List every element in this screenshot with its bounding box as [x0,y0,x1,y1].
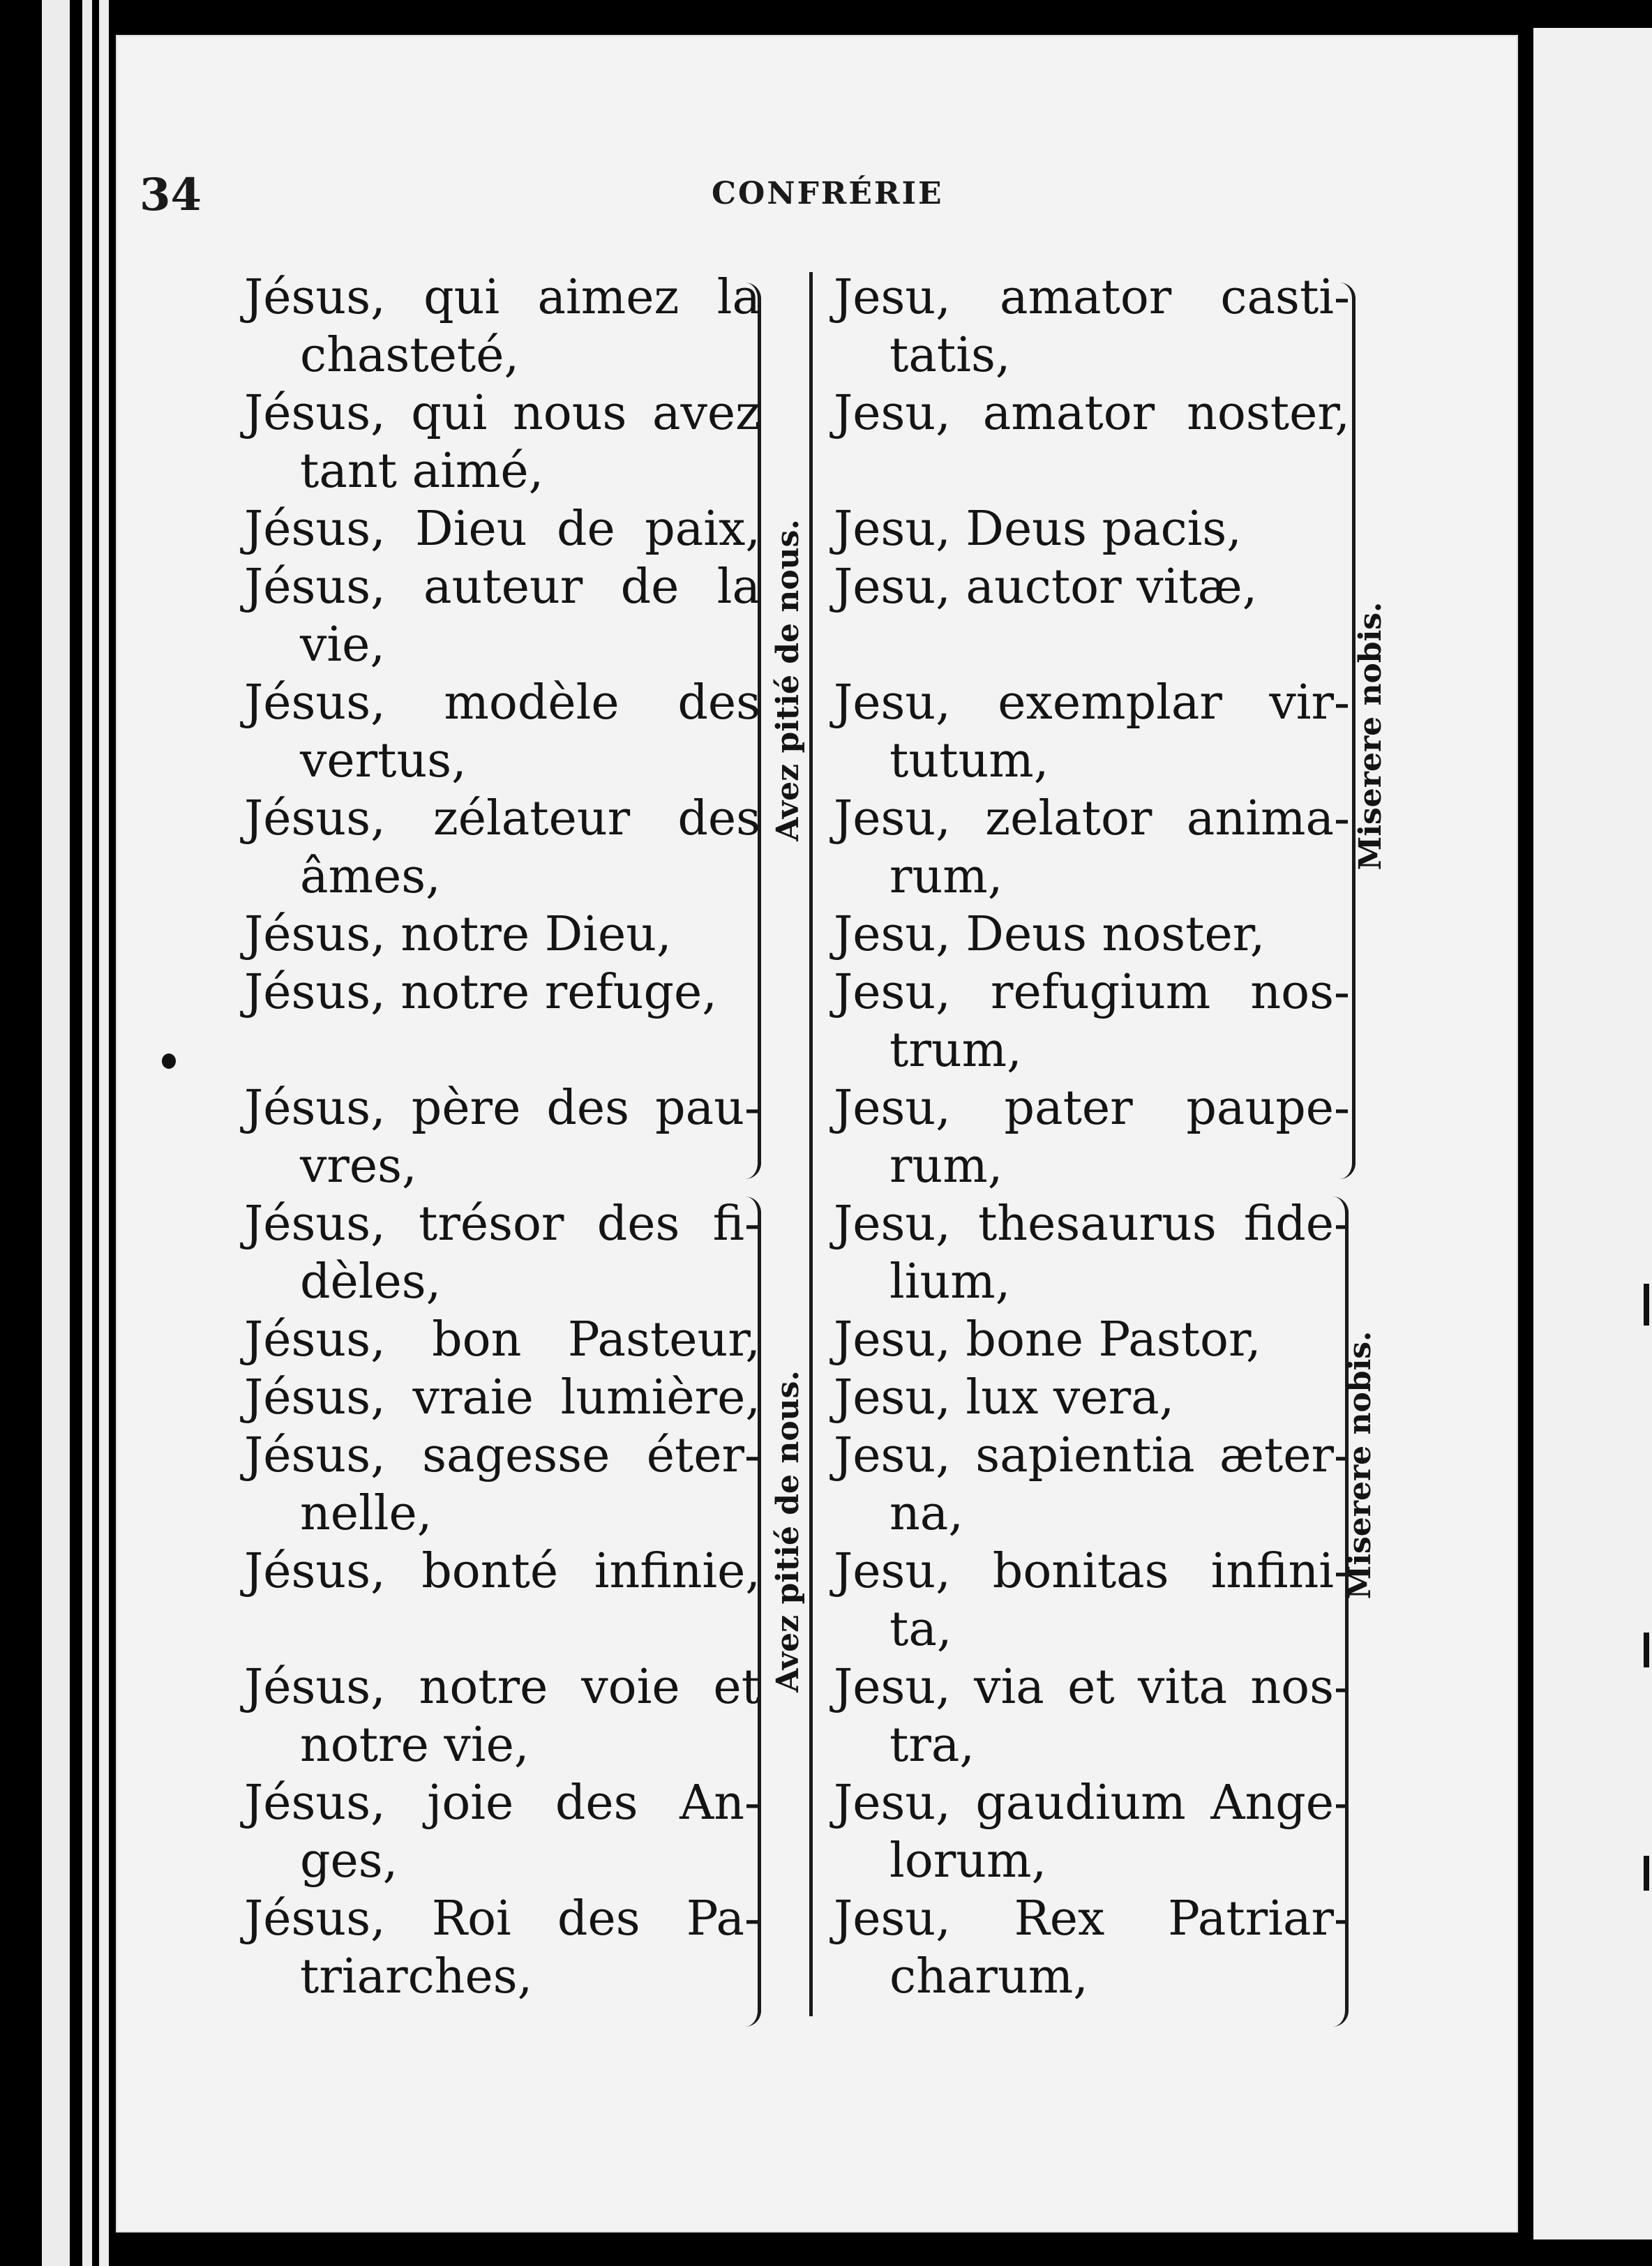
litany-line: rum, [889,1139,1003,1194]
litany-line: na, [889,1486,963,1541]
litany-line: trum, [889,1023,1022,1078]
litany-line: Jésus, qui nous avez [244,386,760,441]
refrain-french-upper: Avez pitié de nous. [770,519,806,841]
litany-line: Jesu, gaudium Ange- [834,1776,1350,1831]
litany-line: Jesu, amator noster, [834,386,1350,441]
litany-line: tutum, [889,733,1049,788]
litany-line: Jésus, trésor des fi- [244,1196,760,1252]
litany-line: Jésus, notre voie et [244,1660,760,1715]
litany-line: Jesu, Deus pacis, [834,502,1242,557]
litany-line: Jesu, auctor vitæ, [834,560,1258,615]
litany-line: Jesu, amator casti- [834,270,1350,325]
litany-line: Jesu, exemplar vir- [834,675,1350,730]
litany-line: Jésus, qui aimez la [244,270,760,325]
litany-line: Jésus, notre Dieu, [244,907,672,962]
litany-line: Jésus, Dieu de paix, [244,502,760,557]
litany-line: tant aimé, [300,444,544,499]
litany-line: chasteté, [300,328,520,383]
litany-line: triarches, [300,1949,533,2004]
left-upper-brace [745,283,761,1179]
litany-line: Jesu, Rex Patriar- [834,1891,1350,1946]
litany-line: Jesu, refugium nos- [834,965,1350,1020]
litany-line: vres, [300,1139,417,1194]
litany-line: Jésus, Roi des Pa- [244,1891,760,1946]
litany-line: Jésus, notre refuge, [244,965,717,1020]
column-rule [809,272,813,2016]
litany-line: Jesu, zelator anima- [834,791,1350,846]
litany-line: Jésus, modèle des [244,675,760,730]
litany-line: âmes, [300,849,441,904]
litany-line: Jésus, sagesse éter- [244,1428,760,1483]
left-lower-brace [745,1196,761,2027]
litany-line: Jesu, Deus noster, [834,907,1266,962]
litany-line: rum, [889,849,1003,904]
litany-line: Jesu, pater paupe- [834,1081,1350,1136]
binding-strip [99,0,109,2266]
litany-line: Jesu, thesaurus fide- [834,1196,1350,1252]
litany-line: Jésus, bon Pasteur, [244,1312,760,1367]
litany-line: lium, [889,1254,1011,1310]
litany-line: Jesu, bone Pastor, [834,1312,1261,1367]
litany-line: Jésus, bonté infinie, [244,1544,760,1599]
binding-strip [82,0,92,2266]
refrain-latin-upper: Miserere nobis. [1353,601,1388,871]
litany-line: Jesu, bonitas infini- [834,1544,1350,1599]
binding-strip [42,0,70,2266]
litany-line: Jesu, via et vita nos- [834,1660,1350,1715]
left-column-french [244,269,760,2006]
page-edge-mark [1644,1856,1649,1891]
litany-line: tatis, [889,328,1011,383]
page-number: 34 [140,169,202,221]
litany-line: ta, [889,1602,952,1657]
litany-line: Jesu, lux vera, [834,1370,1175,1425]
litany-line: ges, [300,1833,398,1889]
running-head: CONFRÉRIE [712,176,944,211]
litany-line: Jésus, zélateur des [244,791,760,846]
page-edge-mark [1644,1633,1649,1667]
litany-line: vertus, [300,733,467,788]
litany-line: nelle, [300,1486,433,1541]
litany-line: Jésus, père des pau- [244,1081,760,1136]
page-edge-mark [1644,1284,1649,1326]
facing-page-edge [1533,28,1652,2239]
litany-line: Jésus, auteur de la [244,560,760,615]
litany-line: vie, [300,617,386,673]
litany-line: tra, [889,1718,975,1773]
litany-line: notre vie, [300,1718,530,1773]
right-column-latin [834,269,1350,2006]
litany-line: Jesu, sapientia æter- [834,1428,1350,1483]
ink-speck [162,1053,176,1069]
litany-line: lorum, [889,1833,1047,1889]
refrain-latin-lower: Miserere nobis. [1342,1330,1378,1600]
litany-line: dèles, [300,1254,442,1310]
litany-line: Jésus, vraie lumière, [244,1370,760,1425]
litany-line: charum, [889,1949,1088,2004]
refrain-french-lower: Avez pitié de nous. [770,1370,806,1693]
litany-line: Jésus, joie des An- [244,1776,760,1831]
